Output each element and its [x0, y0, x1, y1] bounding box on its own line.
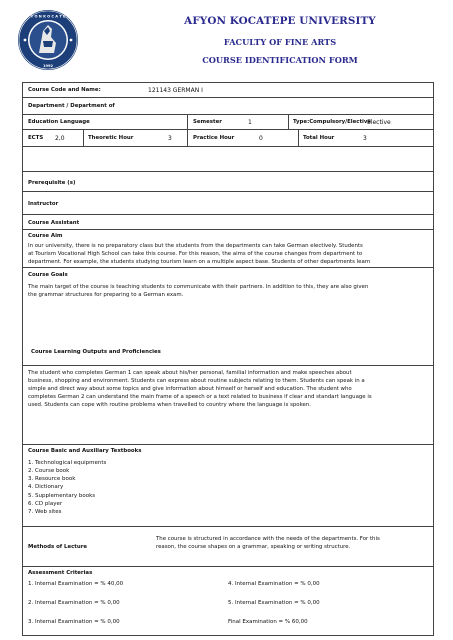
prerequisite-label: Prerequisite (s)	[28, 180, 76, 186]
faculty-name: FACULTY OF FINE ARTS	[223, 37, 337, 48]
type-cell	[288, 115, 433, 129]
outcomes-line: business, shopping and environment. Students can express about routine subjects relating to them. Students can speak in a	[28, 378, 365, 384]
department-label: Department / Department of	[28, 103, 115, 109]
assessment-item: 4. Internal Examination = % 0,00	[228, 581, 320, 587]
page-header	[0, 0, 453, 82]
university-seal-icon	[17, 9, 79, 71]
aim-line: department. For example, the students studying tourism learn on a multiple aspect base. Students of other departments learn	[28, 259, 371, 265]
hours-row	[23, 130, 433, 147]
outcomes-row	[23, 366, 433, 445]
goals-line: the grammar structures for preparing to a German exam.	[28, 292, 184, 298]
aim-row	[23, 230, 433, 268]
assessment-label: Assessment Criterias	[28, 570, 93, 576]
methods-line: reason, the course shapes on a grammar, speaking or writing structure.	[156, 544, 351, 550]
assessment-item: 5. Internal Examination = % 0,00	[228, 600, 320, 606]
textbooks-list	[28, 459, 106, 516]
outcomes-line: simple and direct way about some topics and give information about himself or herself and education. The student who	[28, 386, 352, 392]
spacer-row	[23, 147, 433, 172]
aim-line: In our university, there is no preparatory class but the students from the departments can take German electively. Students	[28, 243, 363, 249]
goals-text	[28, 283, 431, 299]
total-cell	[298, 130, 433, 146]
outcomes-line: completes German 2 can understand the main frame of a speech or a text related to business if clear and standart language is	[28, 394, 372, 400]
outcomes-text	[28, 369, 431, 409]
outcomes-label: Course Learning Outputs and Proficiencies	[31, 349, 161, 355]
list-item: 4. Dictionary	[28, 484, 64, 491]
goals-line: The main target of the course is teaching students to communicate with their partners. In addition to this, they are also given	[28, 284, 369, 290]
total-label: Total Hour	[303, 135, 335, 141]
instructor-label: Instructor	[28, 201, 59, 207]
methods-line: The course is structured in accordance with the needs of the departments. For this	[156, 536, 380, 542]
total-value: 3	[363, 134, 367, 142]
list-item: 5. Supplementary books	[28, 492, 96, 499]
course-code-label: Course Code and Name:	[28, 87, 101, 93]
language-label: Education Language	[28, 119, 90, 125]
outcomes-line: The student who completes German 1 can speak about his/her personal, familial information and make speeches about	[28, 370, 352, 376]
list-item: 1. Technological equipments	[28, 460, 107, 466]
list-item: 6. CD player	[28, 500, 63, 507]
assessment-item: Final Examination = % 60,00	[228, 619, 308, 625]
theoretic-value: 3	[168, 134, 172, 142]
list-item: 2. Course book	[28, 468, 70, 475]
assistant-row	[23, 215, 433, 230]
university-name: AFYON KOCATEPE UNIVERSITY	[184, 15, 376, 27]
seal-year: 1992	[42, 64, 54, 68]
semester-value: 1	[248, 118, 252, 126]
methods-text	[156, 535, 431, 551]
methods-label: Methods of Lecture	[28, 544, 88, 550]
assessment-item: 1. Internal Examination = % 40,00	[28, 581, 124, 587]
type-label: Type:Compulsory/Elective	[293, 119, 372, 125]
aim-text	[28, 242, 431, 266]
textbooks-label: Course Basic and Auxiliary Textbooks	[28, 448, 142, 454]
instructor-row	[23, 192, 433, 215]
prerequisite-row	[23, 172, 433, 192]
type-value: Elective	[367, 118, 391, 126]
department-row	[23, 98, 433, 115]
goals-label: Course Goals	[28, 272, 68, 278]
course-code-value: 121143 GERMAN I	[148, 86, 203, 94]
aim-line: at Tourism Vocational High School can take this course. For this reason, the aims of the course changes from department to	[28, 251, 363, 257]
form-title: COURSE IDENTIFICATION FORM	[202, 55, 358, 66]
ects-label: ECTS	[28, 135, 44, 141]
outcomes-line: used. Students can cope with routine problems when travelled to country where the language is spoken.	[28, 402, 311, 408]
aim-label: Course Aim	[28, 233, 63, 239]
header-titles	[130, 14, 430, 66]
assessment-item: 2. Internal Examination = % 0,00	[28, 600, 120, 606]
textbooks-row	[23, 445, 433, 527]
assessment-item: 3. Internal Examination = % 0,00	[28, 619, 120, 625]
practice-value: 0	[259, 134, 263, 142]
theoretic-label: Theoretic Hour	[88, 135, 134, 141]
methods-row	[23, 527, 433, 567]
course-form	[22, 82, 434, 636]
assessment-row	[23, 567, 433, 635]
semester-label: Semester	[193, 119, 222, 125]
assistant-label: Course Assistant	[28, 220, 80, 226]
goals-row	[23, 268, 433, 366]
svg-text:A F Y O N K O C A T E P E: A F Y O N K O C A T E P E	[22, 14, 74, 19]
ects-value: 2,0	[55, 134, 65, 142]
language-row	[23, 115, 433, 130]
list-item: 3. Resource book	[28, 476, 76, 483]
list-item: 7. Web sites	[28, 508, 62, 515]
course-code-row	[23, 83, 433, 98]
practice-label: Practice Hour	[193, 135, 235, 141]
